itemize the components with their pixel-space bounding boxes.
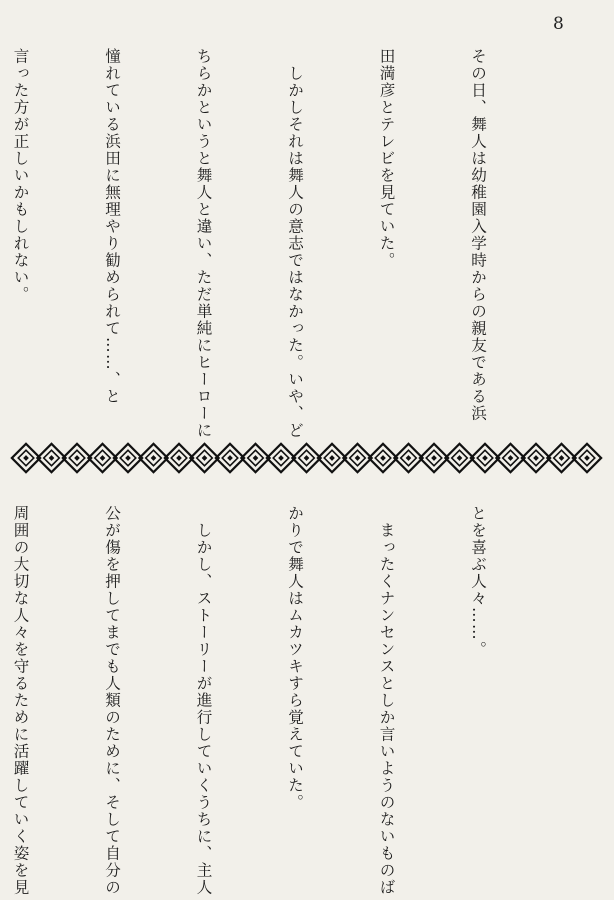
text-line: 田満彦とテレビを見ていた。	[377, 48, 396, 269]
top-text-block	[11, 48, 554, 439]
text-line: しかし、ストーリーが進行していくうちに、主人	[194, 505, 213, 896]
text-line: その日、舞人は幼稚園入学時からの親友である浜	[469, 48, 487, 422]
text-line: かりで舞人はムカツキすら覚えていた。	[286, 505, 304, 811]
text-line: 憧れている浜田に無理やり勧められて……、と	[103, 48, 121, 405]
text-line: 言った方が正しいかもしれない。	[11, 48, 30, 303]
text-line: 周囲の大切な人々を守るために活躍していく姿を見	[11, 505, 30, 896]
page-number: 8	[553, 14, 564, 34]
ornamental-divider	[14, 440, 600, 476]
text-line: ちらかというと舞人と違い、ただ単純にヒーローに	[194, 48, 213, 439]
divider-pattern	[14, 440, 600, 476]
text-line: とを喜ぶ人々……。	[469, 505, 487, 658]
text-line: しかしそれは舞人の意志ではなかった。いや、ど	[286, 48, 304, 439]
bottom-text-block	[11, 505, 554, 896]
text-line: 公が傷を押してまでも人類のために、そして自分の	[103, 505, 121, 896]
text-line: まったくナンセンスとしか言いようのないものば	[377, 505, 396, 896]
